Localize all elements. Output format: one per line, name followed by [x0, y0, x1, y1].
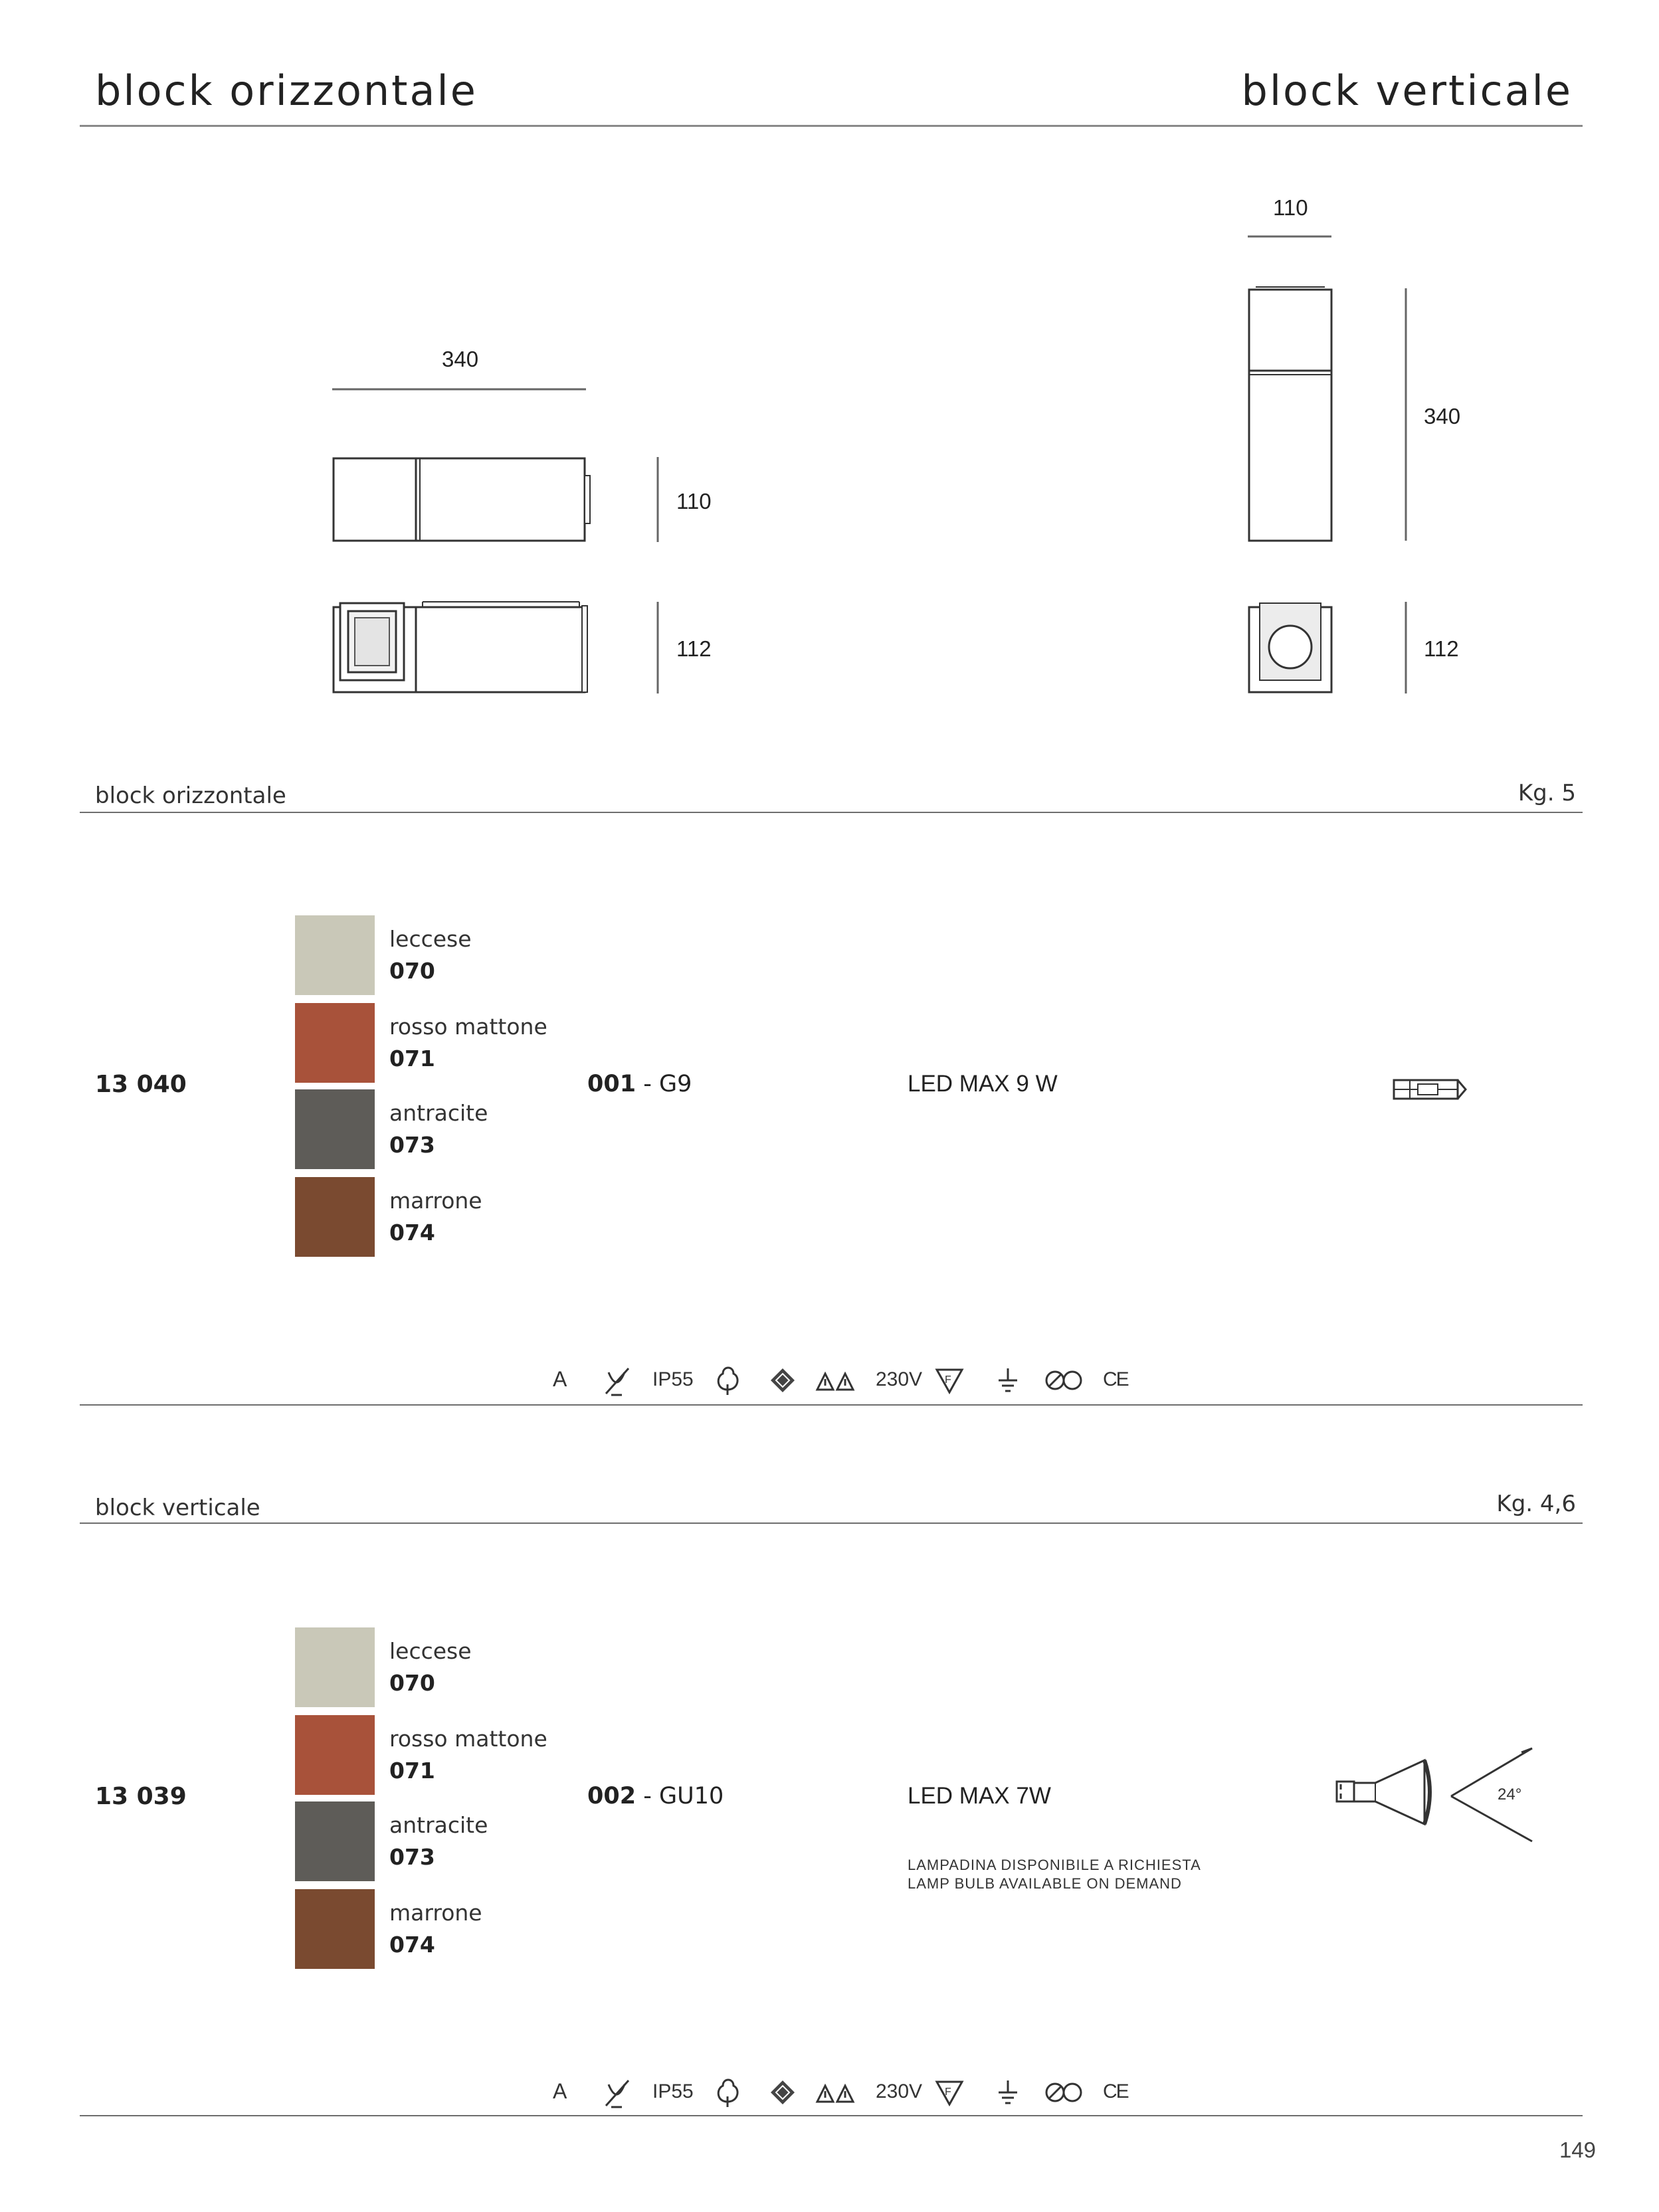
section-label: block verticale — [95, 1495, 260, 1521]
warning-triangles-icon — [816, 1370, 856, 1392]
warning-triangles-icon — [816, 2082, 856, 2104]
product-code: 13 040 — [95, 1071, 187, 1098]
finish-swatch-rosso-mattone — [295, 1715, 375, 1795]
voltage-label: 230V — [876, 2080, 923, 2102]
lamp-note-it: LAMPADINA DISPONIBILE A RICHIESTA — [908, 1857, 1201, 1873]
ce-mark-icon: CE — [1103, 2080, 1128, 2102]
finish-swatch-antracite — [295, 1089, 375, 1169]
no-cover-symbol-icon — [1044, 2080, 1083, 2104]
finish-code: 071 — [389, 1046, 435, 1071]
ip-rating: IP55 — [652, 2080, 694, 2102]
earth-ground-icon — [997, 2078, 1019, 2107]
g9-capsule-bulb-icon — [1390, 1076, 1470, 1103]
dust-protection-icon — [769, 2079, 796, 2106]
svg-text:F: F — [945, 1374, 951, 1386]
dim-height-vertical: 340 — [1424, 404, 1461, 428]
tree-outdoor-icon — [714, 2076, 741, 2108]
lamp-cover-icon — [602, 2078, 631, 2110]
finish-code: 074 — [389, 1220, 435, 1245]
beam-angle-icon — [1448, 1746, 1541, 1845]
lamp-socket: 002 - GU10 — [587, 1783, 724, 1809]
section-divider — [80, 1404, 1583, 1406]
earth-ground-icon — [997, 1366, 1019, 1395]
section-divider — [80, 2115, 1583, 2116]
lamp-socket: 001 - G9 — [587, 1071, 692, 1097]
finish-swatch-leccese — [295, 915, 375, 995]
section-weight: Kg. 4,6 — [1496, 1491, 1576, 1517]
dim-height-horizontal: 110 — [676, 489, 712, 513]
ip-rating: IP55 — [652, 1368, 694, 1390]
finish-name: leccese — [389, 926, 472, 952]
lamp-cover-icon — [602, 1366, 631, 1398]
lamp-note — [908, 1856, 1201, 1893]
lamp-power: LED MAX 7W — [908, 1783, 1051, 1809]
section-weight: Kg. 5 — [1517, 780, 1576, 806]
tree-outdoor-icon — [714, 1364, 741, 1396]
flammable-surface-icon — [935, 1367, 963, 1394]
finish-swatch-rosso-mattone — [295, 1003, 375, 1083]
finish-code: 073 — [389, 1844, 435, 1870]
finish-name: marrone — [389, 1900, 482, 1926]
svg-text:F: F — [945, 2086, 951, 2098]
finish-swatch-leccese — [295, 1627, 375, 1707]
dust-protection-icon — [769, 1367, 796, 1394]
finish-name: antracite — [389, 1812, 488, 1838]
voltage-label: 230V — [876, 1368, 923, 1390]
lamp-note-en: LAMP BULB AVAILABLE ON DEMAND — [908, 1875, 1182, 1892]
insulation-class: A — [553, 2079, 567, 2103]
ce-mark-icon: CE — [1103, 1368, 1128, 1390]
dim-length-horizontal: 340 — [442, 347, 479, 371]
finish-name: leccese — [389, 1638, 472, 1664]
finish-code: 070 — [389, 958, 435, 984]
insulation-class: A — [553, 1367, 567, 1391]
finish-swatch-marrone — [295, 1889, 375, 1969]
finish-name: antracite — [389, 1100, 488, 1126]
section-divider — [80, 1522, 1583, 1524]
finish-code: 073 — [389, 1132, 435, 1158]
section-divider — [80, 812, 1583, 813]
gu10-reflector-bulb-icon — [1335, 1752, 1448, 1845]
dim-width-vertical: 110 — [1273, 195, 1308, 220]
dim-depth-vertical: 112 — [1424, 636, 1459, 661]
page-title-right: block verticale — [1241, 66, 1573, 115]
finish-swatch-antracite — [295, 1801, 375, 1881]
lamp-power: LED MAX 9 W — [908, 1071, 1058, 1097]
page-number: 149 — [1559, 2138, 1596, 2162]
finish-name: marrone — [389, 1188, 482, 1214]
finish-name: rosso mattone — [389, 1726, 547, 1752]
finish-name: rosso mattone — [389, 1014, 547, 1040]
finish-swatch-marrone — [295, 1177, 375, 1257]
section-label: block orizzontale — [95, 783, 286, 809]
flammable-surface-icon — [935, 2079, 963, 2106]
finish-code: 074 — [389, 1932, 435, 1958]
beam-angle-label: 24° — [1498, 1786, 1522, 1803]
page-title-left: block orizzontale — [95, 66, 478, 115]
finish-code: 071 — [389, 1758, 435, 1784]
no-cover-symbol-icon — [1044, 1368, 1083, 1392]
dim-depth-horizontal: 112 — [676, 636, 712, 661]
product-code: 13 039 — [95, 1783, 187, 1810]
finish-code: 070 — [389, 1670, 435, 1696]
